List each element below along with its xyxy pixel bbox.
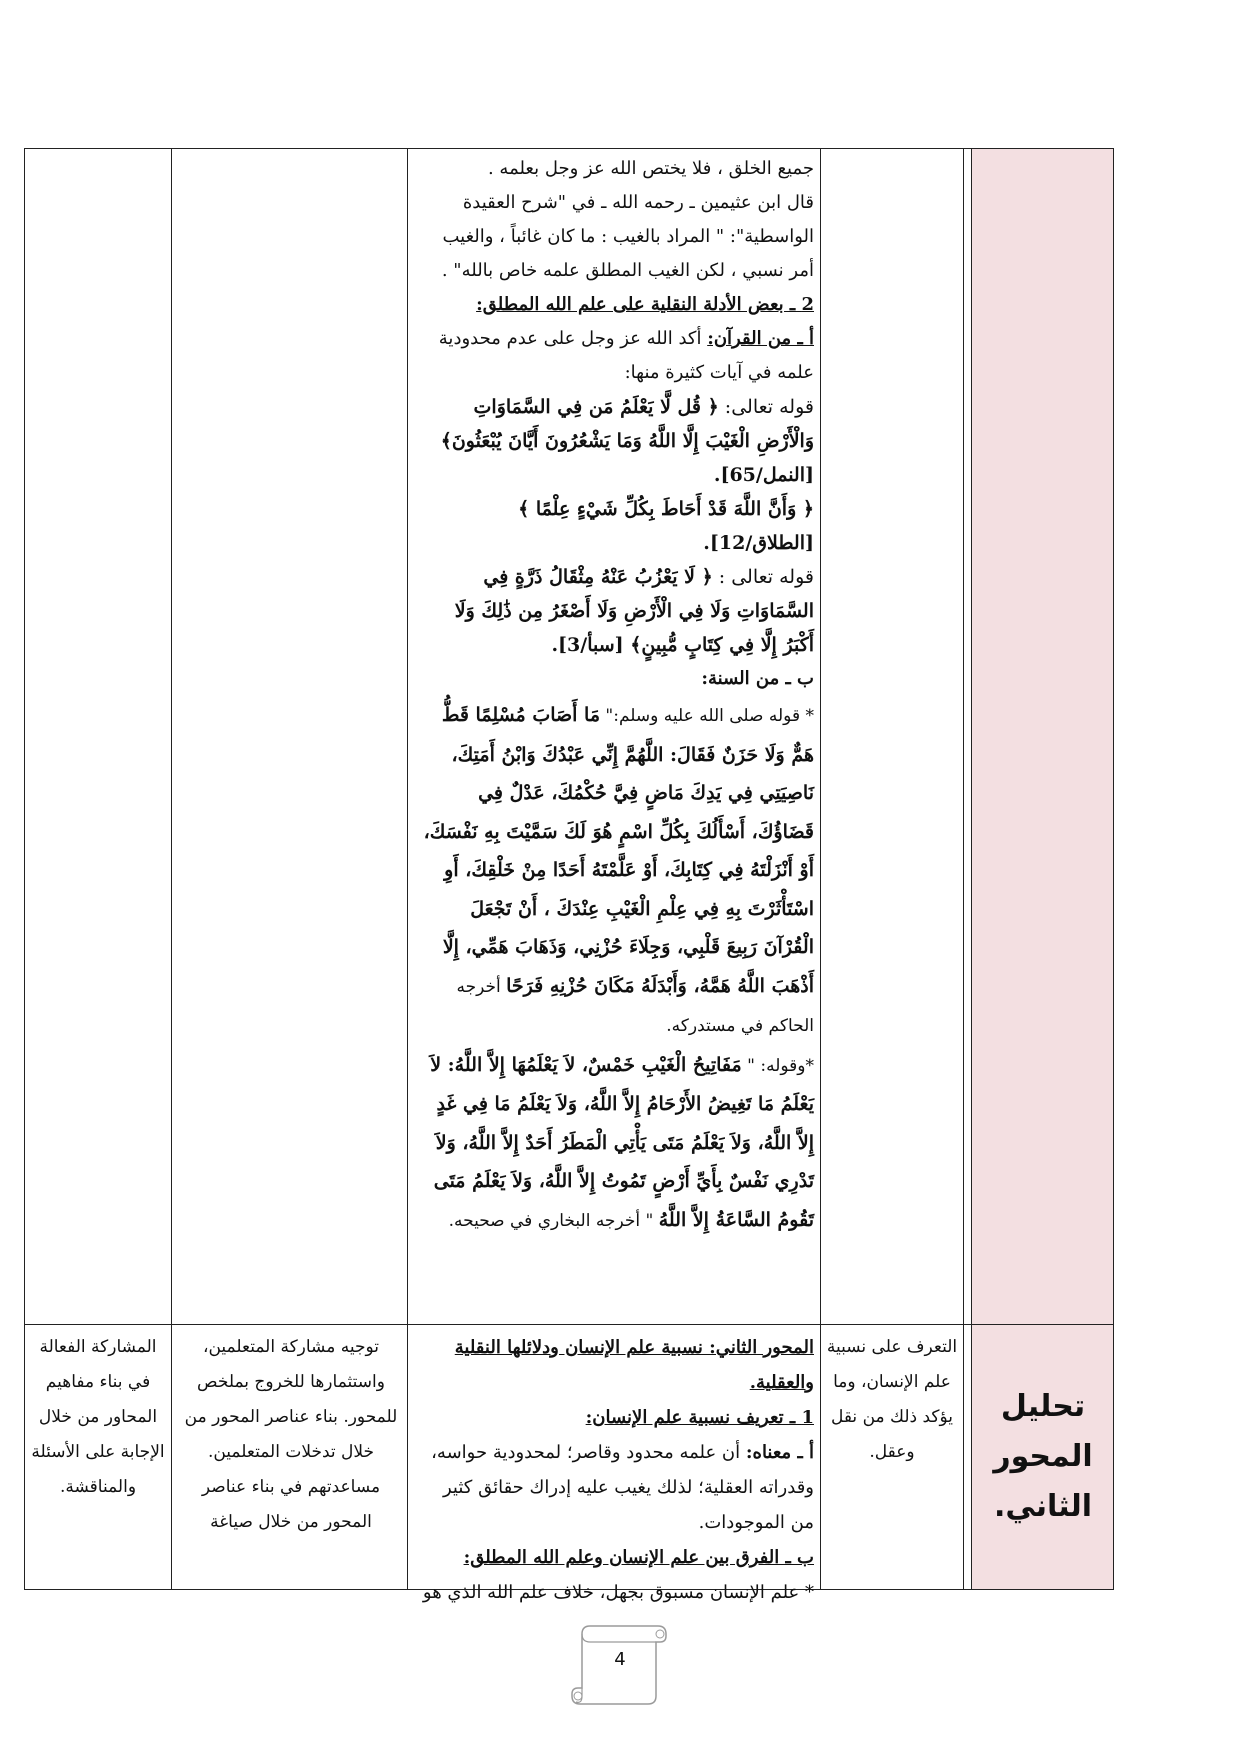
intro-line: جميع الخلق ، فلا يختص الله عز وجل بعلمه . (487, 158, 814, 179)
quran-heading: أ ـ من القرآن: (707, 328, 814, 349)
hadith-1-intro: * قوله صلى الله عليه وسلم:" (600, 706, 814, 726)
learner-role-cell (30, 1330, 166, 1586)
lower-content-cell (416, 1330, 814, 1603)
hadith-2-intro: *وقوله: " (741, 1055, 814, 1076)
stage-cell (984, 1382, 1102, 1562)
difference-heading: ب ـ الفرق بين علم الإنسان وعلم الله المطلق: (463, 1547, 814, 1568)
learner-role-text: المشاركة الفعالة في بناء مفاهيم المحاور من خلال الإجابة على الأسئلة والمناقشة. (31, 1337, 165, 1497)
teacher-role-text: توجيه مشاركة المتعلمين، واستثمارها للخروج بملخص للمحور. بناء عناصر المحور من خلال تدخلات المتعلمين. مساعدتهم في بناء عناصر المحور من خلال صياغة (184, 1337, 398, 1532)
intro-line: الواسطية": " المراد بالغيب : ما كان غائباً ، والغيب (442, 226, 814, 247)
teacher-role-cell (180, 1330, 402, 1586)
hadith-1 (418, 696, 814, 1046)
hadith-2-source: " أخرجه البخاري في صحيحه. (448, 1210, 659, 1231)
objective-cell (826, 1330, 958, 1580)
sunnah-heading: ب ـ من السنة: (701, 668, 814, 689)
definition-heading: 1 ـ تعريف نسبية علم الإنسان: (585, 1407, 814, 1428)
verse-1-intro: قوله تعالى: (718, 396, 814, 418)
hadith-2 (418, 1046, 814, 1241)
stage-label: تحليل المحور الثاني. (993, 1389, 1093, 1524)
objective-text: التعرف على نسبية علم الإنسان، وما يؤكد ذلك من نقل وعقل. (826, 1337, 958, 1462)
hadith-1-source: أخرجه الحاكم في مستدركه. (456, 976, 814, 1036)
meaning-text: أن علمه محدود وقاصر؛ لمحدودية حواسه، وقدراته العقلية؛ لذلك يغيب عليه إدراك حقائق كثير من الموجودات. (431, 1442, 814, 1533)
verse-1-text: ﴿ قُل لَّا يَعْلَمُ مَن فِي السَّمَاوَاتِ وَالْأَرْضِ الْغَيْبَ إِلَّا اللَّهُ وَمَا يَشْعُرُونَ أَيَّانَ يُبْعَثُونَ﴾ [النمل/65]. (440, 396, 814, 486)
difference-text: * علم الإنسان مسبوق بجهل، خلاف علم الله الذي هو (422, 1582, 814, 1603)
verse-3 (418, 560, 814, 662)
page-number: 4 (614, 1649, 626, 1670)
intro-line: قال ابن عثيمين ـ رحمه الله ـ في "شرح العقيدة (462, 192, 814, 213)
meaning-label: أ ـ معناه: (745, 1442, 814, 1463)
intro-text (418, 152, 814, 288)
verse-3-intro: قوله تعالى : (712, 566, 814, 588)
hadith-1-text: مَا أَصَابَ مُسْلِمًا قَطُّ هَمٌّ وَلَا حَزَنٌ فَقَالَ: اللَّهُمَّ إِنِّي عَبْدُكَ وَابْنُ أَمَتِكَ، نَاصِيَتِي فِي يَدِكَ مَاضٍ فِيَّ حُكْمُكَ، عَدْلٌ فِي قَضَاؤُكَ، أَسْأَلُكَ بِكُلِّ اسْمٍ هُوَ لَكَ سَمَّيْتَ بِهِ نَفْسَكَ، أَوْ أَنْزَلْتَهُ فِي كِتَابِكَ، أَوْ عَلَّمْتَهُ أَحَدًا مِنْ خَلْقِكَ، أَوِ اسْتَأْثَرْتَ بِهِ فِي عِلْمِ الْغَيْبِ عِنْدَكَ ، أَنْ تَجْعَلَ الْقُرْآنَ رَبِيعَ قَلْبِي، وَجِلَاءَ حُزْنِي، وَذَهَابَ هَمِّي، إِلَّا أَذْهَبَ اللَّهُ هَمَّهُ، وَأَبْدَلَهُ مَكَانَ حُزْنِهِ فَرَحًا (423, 704, 814, 997)
verse-1 (418, 390, 814, 492)
intro-line: أمر نسبي ، لكن الغيب المطلق علمه خاص بالله" . (441, 260, 814, 281)
meaning-paragraph (416, 1435, 814, 1540)
quran-intro-text: أكد الله عز وجل على عدم محدودية علمه في آيات كثيرة منها: (438, 328, 814, 383)
verse-2: ﴿ وَأَنَّ اللَّهَ قَدْ أَحَاطَ بِكُلِّ شَيْءٍ عِلْمًا ﴾ [الطلاق/12]. (518, 498, 814, 554)
quran-intro (418, 322, 814, 390)
section-heading-evidence: 2 ـ بعض الأدلة النقلية على علم الله المطلق: (476, 294, 814, 315)
hadith-2-text: مَفَاتِيحُ الْغَيْبِ خَمْسٌ، لاَ يَعْلَمُهَا إِلاَّ اللَّهُ: لاَ يَعْلَمُ مَا تَغِيضُ الأَرْحَامُ إِلاَّ اللَّهُ، وَلاَ يَعْلَمُ مَا فِي غَدٍ إِلاَّ اللَّهُ، وَلاَ يَعْلَمُ مَتَى يَأْتِي الْمَطَرُ أَحَدٌ إِلاَّ اللَّهُ، وَلاَ تَدْرِي نَفْسٌ بِأَيِّ أَرْضٍ تَمُوتُ إِلاَّ اللَّهُ، وَلاَ يَعْلَمُ مَتَى تَقُومُ السَّاعَةُ إِلاَّ اللَّهُ (430, 1053, 814, 1231)
verse-3-text: ﴿ لَا يَعْزُبُ عَنْهُ مِثْقَالُ ذَرَّةٍ فِي السَّمَاوَاتِ وَلَا فِي الْأَرْضِ وَلَا أَصْغَرُ مِن ذَٰلِكَ وَلَا أَكْبَرُ إِلَّا فِي كِتَابٍ مُّبِينٍ﴾ [سبأ/3]. (454, 566, 814, 656)
axis-title: المحور الثاني: نسبية علم الإنسان ودلائلها النقلية والعقلية. (454, 1337, 814, 1393)
upper-content-cell (418, 152, 814, 1320)
